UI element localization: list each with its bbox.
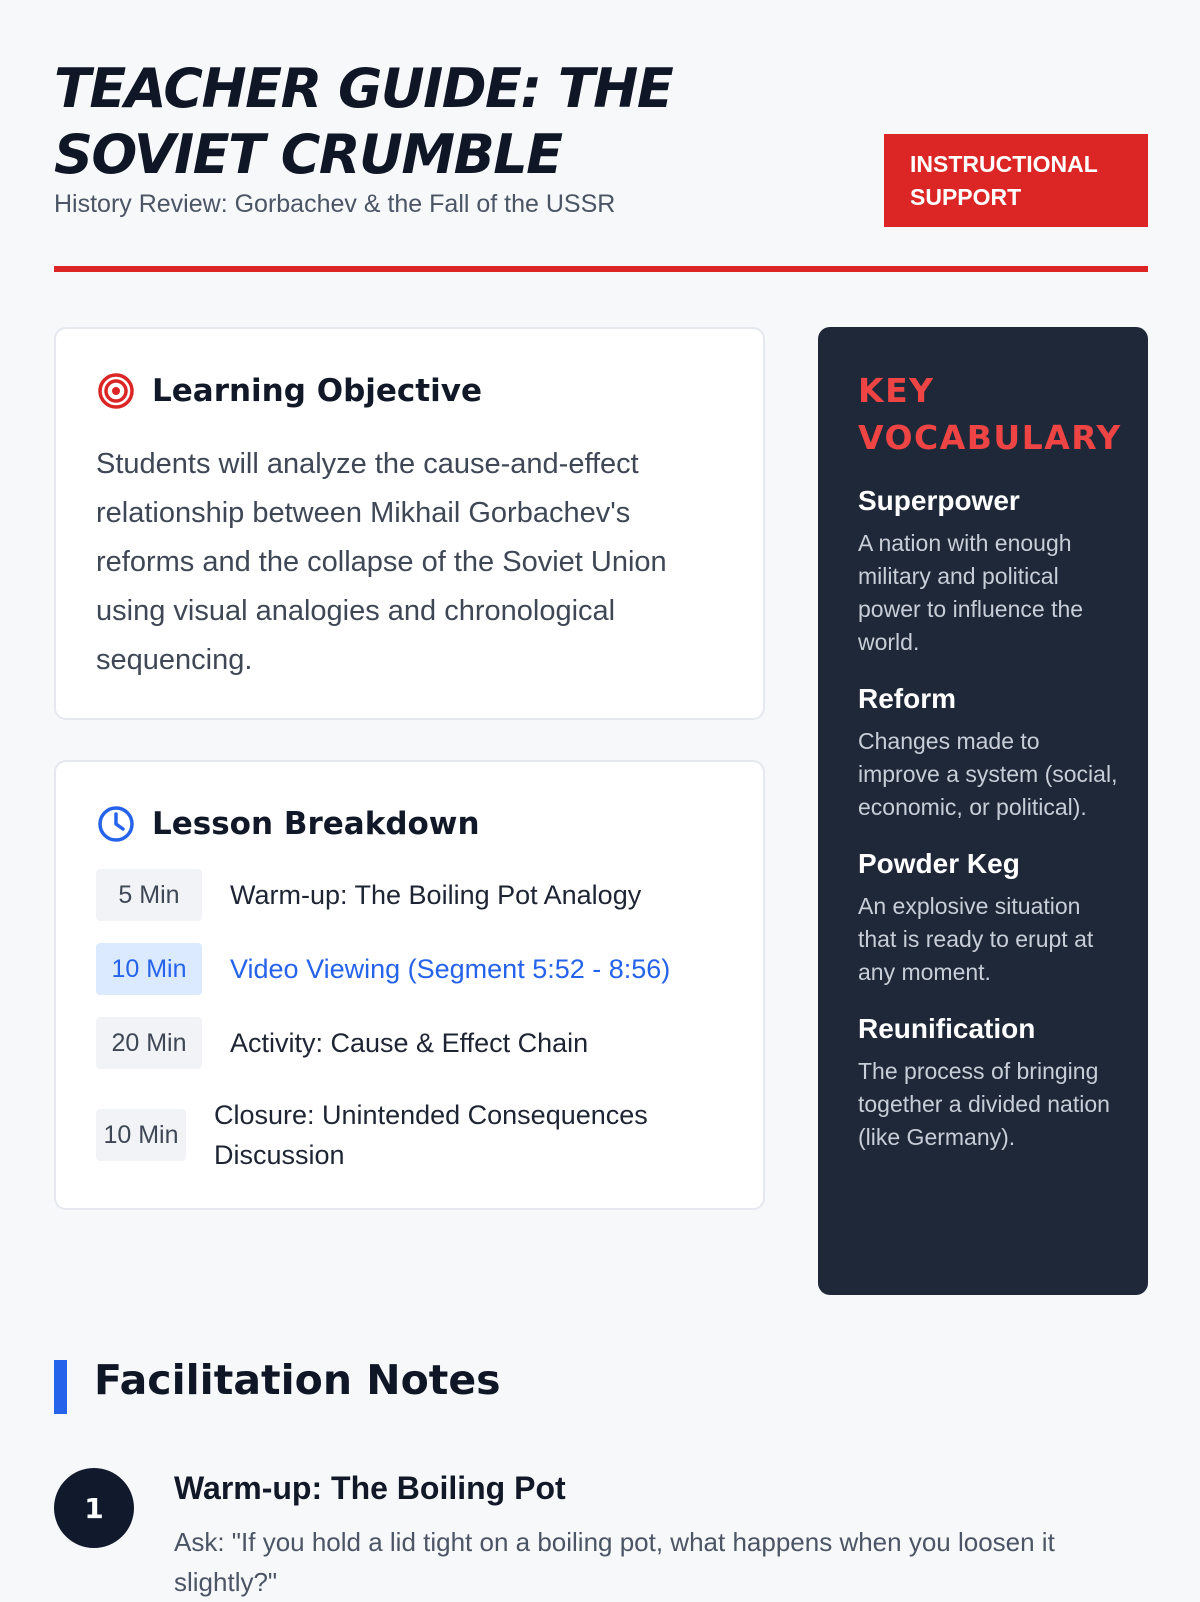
vocab-term — [858, 848, 1122, 989]
target-icon — [96, 371, 136, 411]
lesson-label: Activity: Cause & Effect Chain — [230, 1027, 589, 1058]
vocab-term — [858, 683, 1122, 824]
vocab-term-name: Reunification — [858, 1013, 1036, 1044]
vocab-term-definition: A nation with enough military and political power to influence the world. — [858, 530, 1084, 655]
lesson-label: Closure: Unintended Consequences Discussion — [214, 1100, 648, 1170]
key-vocabulary-title: KEY VOCABULARY — [858, 371, 1122, 457]
lesson-duration: 5 Min — [96, 869, 202, 921]
header-divider — [54, 266, 1148, 272]
facilitation-notes-title: Facilitation Notes — [94, 1356, 501, 1404]
vocab-term-definition: An explosive situation that is ready to erupt at any moment. — [858, 893, 1094, 985]
vocab-term-name: Superpower — [858, 485, 1020, 516]
note-title: Warm-up: The Boiling Pot — [174, 1470, 566, 1506]
lesson-breakdown-title: Lesson Breakdown — [152, 806, 480, 842]
learning-objective-text: Students will analyze the cause-and-effect relationship between Mikhail Gorbachev's reforms and the collapse of the Soviet Union using visual analogies and chronological sequencing. — [96, 448, 667, 676]
lesson-duration: 20 Min — [96, 1017, 202, 1069]
page-title: TEACHER GUIDE: THE SOVIET CRUMBLE — [54, 57, 673, 186]
page-subtitle: History Review: Gorbachev & the Fall of the USSR — [54, 190, 616, 218]
lesson-item — [96, 869, 641, 921]
learning-objective-title: Learning Objective — [152, 373, 482, 409]
learning-objective-card — [54, 327, 765, 720]
vocab-term — [858, 485, 1122, 659]
lesson-item-video[interactable] — [96, 943, 670, 995]
lesson-duration: 10 Min — [96, 943, 202, 995]
note-number-badge: 1 — [54, 1468, 134, 1548]
vocab-term-definition: Changes made to improve a system (social, economic, or political). — [858, 728, 1118, 820]
vocab-term — [858, 1013, 1122, 1154]
note-text: Ask: "If you hold a lid tight on a boiling pot, what happens when you loosen it slightly?" — [174, 1527, 1055, 1597]
page-header — [54, 56, 1148, 274]
instructional-support-badge: INSTRUCTIONAL SUPPORT — [884, 134, 1148, 227]
lesson-breakdown-card — [54, 760, 765, 1210]
section-accent-bar — [54, 1360, 67, 1414]
vocab-term-name: Powder Keg — [858, 848, 1020, 879]
clock-icon — [96, 804, 136, 844]
key-vocabulary-panel — [818, 327, 1148, 1295]
lesson-duration: 10 Min — [96, 1109, 186, 1161]
lesson-item — [96, 1017, 588, 1069]
video-segment-link[interactable]: Video Viewing (Segment 5:52 - 8:56) — [230, 953, 671, 984]
lesson-item — [96, 1095, 694, 1175]
vocab-term-definition: The process of bringing together a divided nation (like Germany). — [858, 1058, 1110, 1150]
lesson-label: Warm-up: The Boiling Pot Analogy — [230, 879, 642, 910]
vocab-term-name: Reform — [858, 683, 957, 714]
